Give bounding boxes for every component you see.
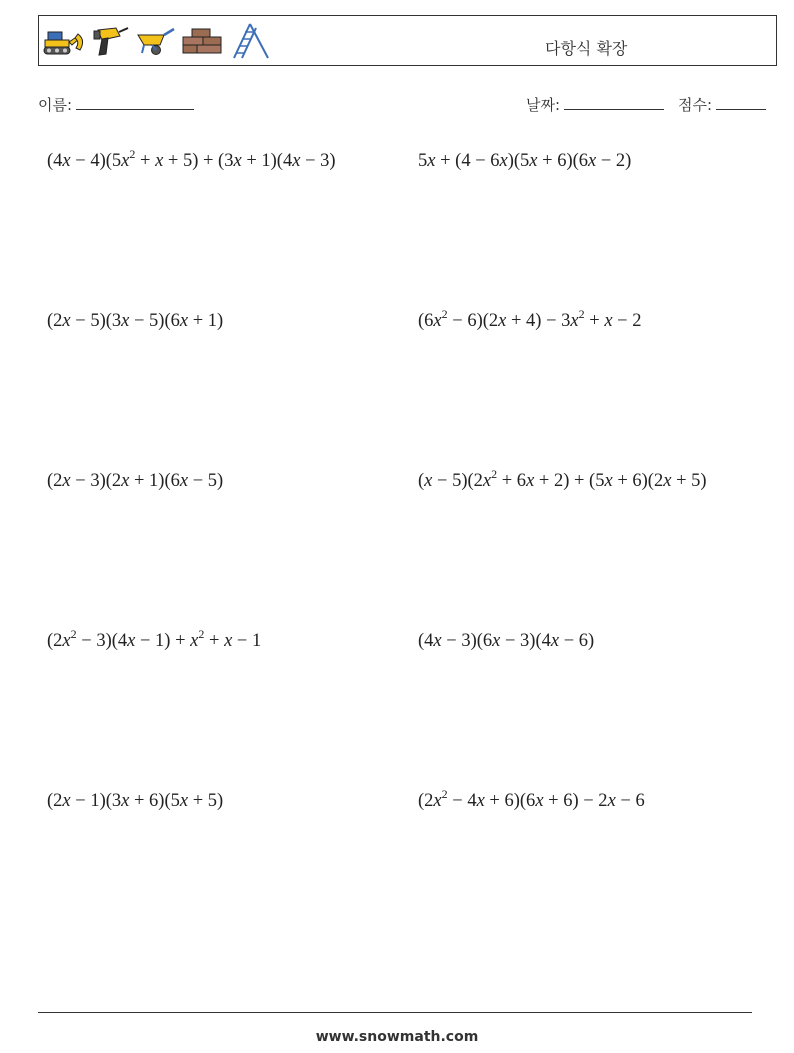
score-blank[interactable]: [716, 94, 766, 110]
score-field: [678, 94, 766, 115]
bulldozer-icon: [42, 26, 86, 56]
problem-6: $(x - 5)(2x^2 + 6x + 2) + (5x + 6)(2x + 5)$: [418, 467, 707, 491]
drill-icon: [90, 24, 130, 58]
footer-site[interactable]: www.snowmath.com: [315, 1029, 479, 1045]
worksheet-header: [38, 15, 777, 66]
problem-5: (2x − 3)(2x + 1)(6x − 5): [47, 471, 224, 491]
score-label: 점수:: [678, 96, 713, 114]
date-label: 날짜:: [526, 96, 561, 114]
worksheet-title: 다항식 확장: [545, 39, 628, 58]
problem-2: 5x + (4 − 6x)(5x + 6)(6x − 2): [418, 151, 632, 171]
name-blank[interactable]: [76, 94, 194, 110]
footer-divider: [38, 1012, 752, 1013]
name-field: [38, 94, 194, 115]
problem-1: $(4x - 4)(5x^2 + x + 5) + (3x + 1)(4x - 3)$: [47, 147, 336, 171]
problem-9: (2x − 1)(3x + 6)(5x + 5): [47, 791, 224, 811]
date-field: [526, 94, 664, 115]
header-icons: [42, 22, 272, 60]
date-blank[interactable]: [564, 94, 664, 110]
problem-8: (4x − 3)(6x − 3)(4x − 6): [418, 631, 595, 651]
bricks-icon: [180, 26, 224, 56]
problem-7: $(2x^2 - 3)(4x - 1) + x^2 + x - 1$: [47, 627, 262, 651]
name-label: 이름:: [38, 96, 73, 114]
ladder-icon: [228, 22, 272, 60]
problem-10: $(2x^2 - 4x + 6)(6x + 6) - 2x - 6$: [418, 787, 645, 811]
problem-3: (2x − 5)(3x − 5)(6x + 1): [47, 311, 224, 331]
wheelbarrow-icon: [134, 25, 176, 57]
problem-4: $(6x^2 - 6)(2x + 4) - 3x^2 + x - 2$: [418, 307, 642, 331]
